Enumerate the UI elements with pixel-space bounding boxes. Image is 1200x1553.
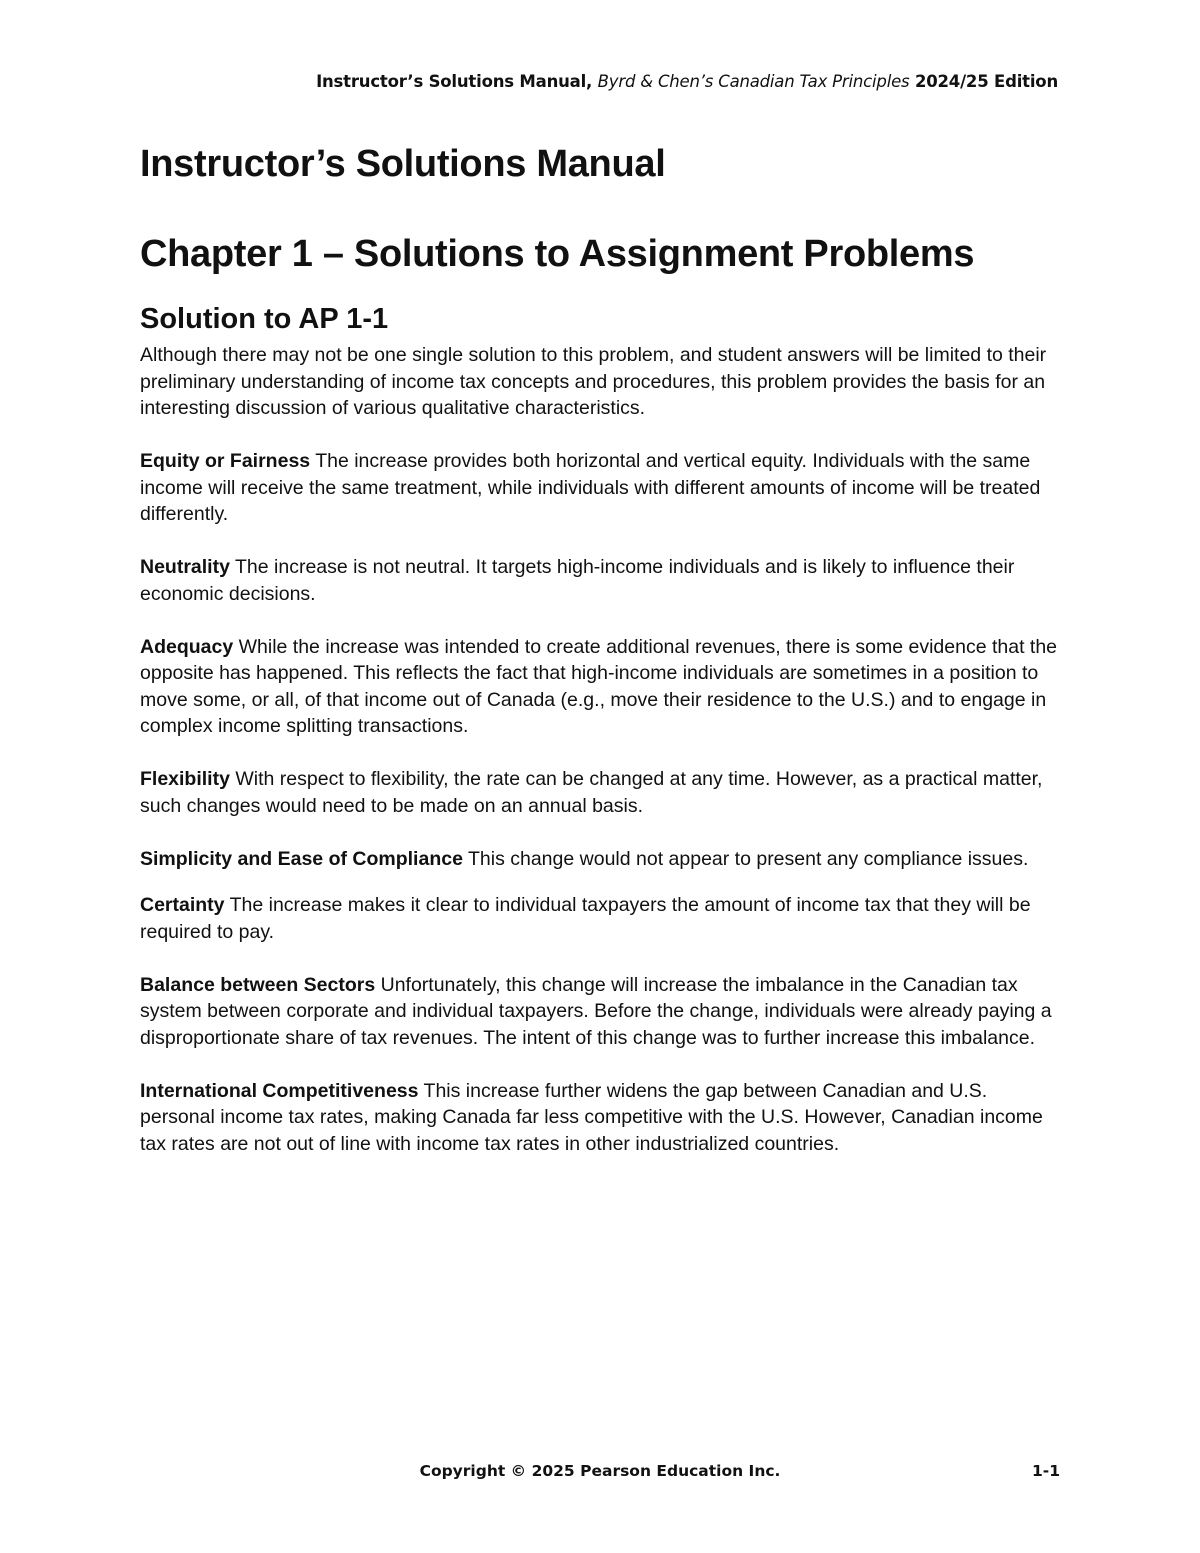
topic-term: International Competitiveness [140,1079,419,1102]
chapter-title: Chapter 1 – Solutions to Assignment Problems [140,233,975,275]
topic-balance [140,972,1060,1052]
topic-text: This change would not appear to present any compliance issues. [462,847,1029,870]
intro-paragraph: Although there may not be one single solution to this problem, and student answers will be limited to their preliminary understanding of income tax concepts and procedures, this problem provides the basis for an interesting discussion of various qualitative characteristics. [140,344,1047,419]
running-header [316,72,1058,91]
topic-term: Equity or Fairness [140,450,311,472]
document-title: Instructor’s Solutions Manual [140,143,666,185]
topic-term: Adequacy [140,635,234,658]
topic-text: This increase further widens the gap between Canadian and U.S. personal income tax rates, making Canada far less competitive with the U.S. However, Canadian income tax rates are not out of line with income tax rates in other industrialized countries. [140,1079,1043,1155]
topic-text: The increase is not neutral. It targets high-income individuals and is likely to influence their economic decisions. [140,556,1015,605]
topic-neutrality [140,554,1060,607]
topic-text: While the increase was intended to create additional revenues, there is some evidence that the opposite has happened. This reflects the fact that high-income individuals are sometimes in a position to move some, or all, of that income out of Canada (e.g., move their residence to the U.S.) and to engage in complex income splitting transactions. [140,635,1058,737]
topic-term: Certainty [140,894,225,916]
topic-term: Neutrality [140,556,230,578]
topic-competitiveness [140,1078,1060,1158]
topic-term: Flexibility [140,768,230,790]
topic-text: The increase provides both horizontal and vertical equity. Individuals with the same income will receive the same treatment, while individuals with different amounts of income will be treated differently. [140,450,1041,525]
page-footer [140,1462,1060,1486]
topic-term: Simplicity and Ease of Compliance [140,847,463,870]
running-header-suffix: 2024/25 Edition [909,72,1058,91]
topic-simplicity [140,846,1060,873]
topic-flexibility [140,766,1060,819]
topic-text: The increase makes it clear to individual taxpayers the amount of income tax that they will be required to pay. [140,894,1031,943]
topic-text: Unfortunately, this change will increase the imbalance in the Canadian tax system between corporate and individual taxpayers. Before the change, individuals were already paying a disproportionate share of tax revenues. The intent of this change was to further increase this imbalance. [140,973,1052,1049]
topic-equity [140,448,1060,528]
topic-term: Balance between Sectors [140,973,376,996]
section-title: Solution to AP 1-1 [140,303,389,335]
topic-text: With respect to flexibility, the rate can be changed at any time. However, as a practical matter, such changes would need to be made on an annual basis. [140,768,1043,817]
page-number: 1-1 [1031,1462,1060,1480]
running-header-book-title: Byrd & Chen’s Canadian Tax Principles [597,72,910,91]
copyright-notice: Copyright © 2025 Pearson Education Inc. [419,1462,781,1480]
running-header-prefix: Instructor’s Solutions Manual, [316,72,598,91]
topic-adequacy [140,634,1060,740]
page-content [140,138,1060,1157]
topic-certainty [140,892,1060,945]
